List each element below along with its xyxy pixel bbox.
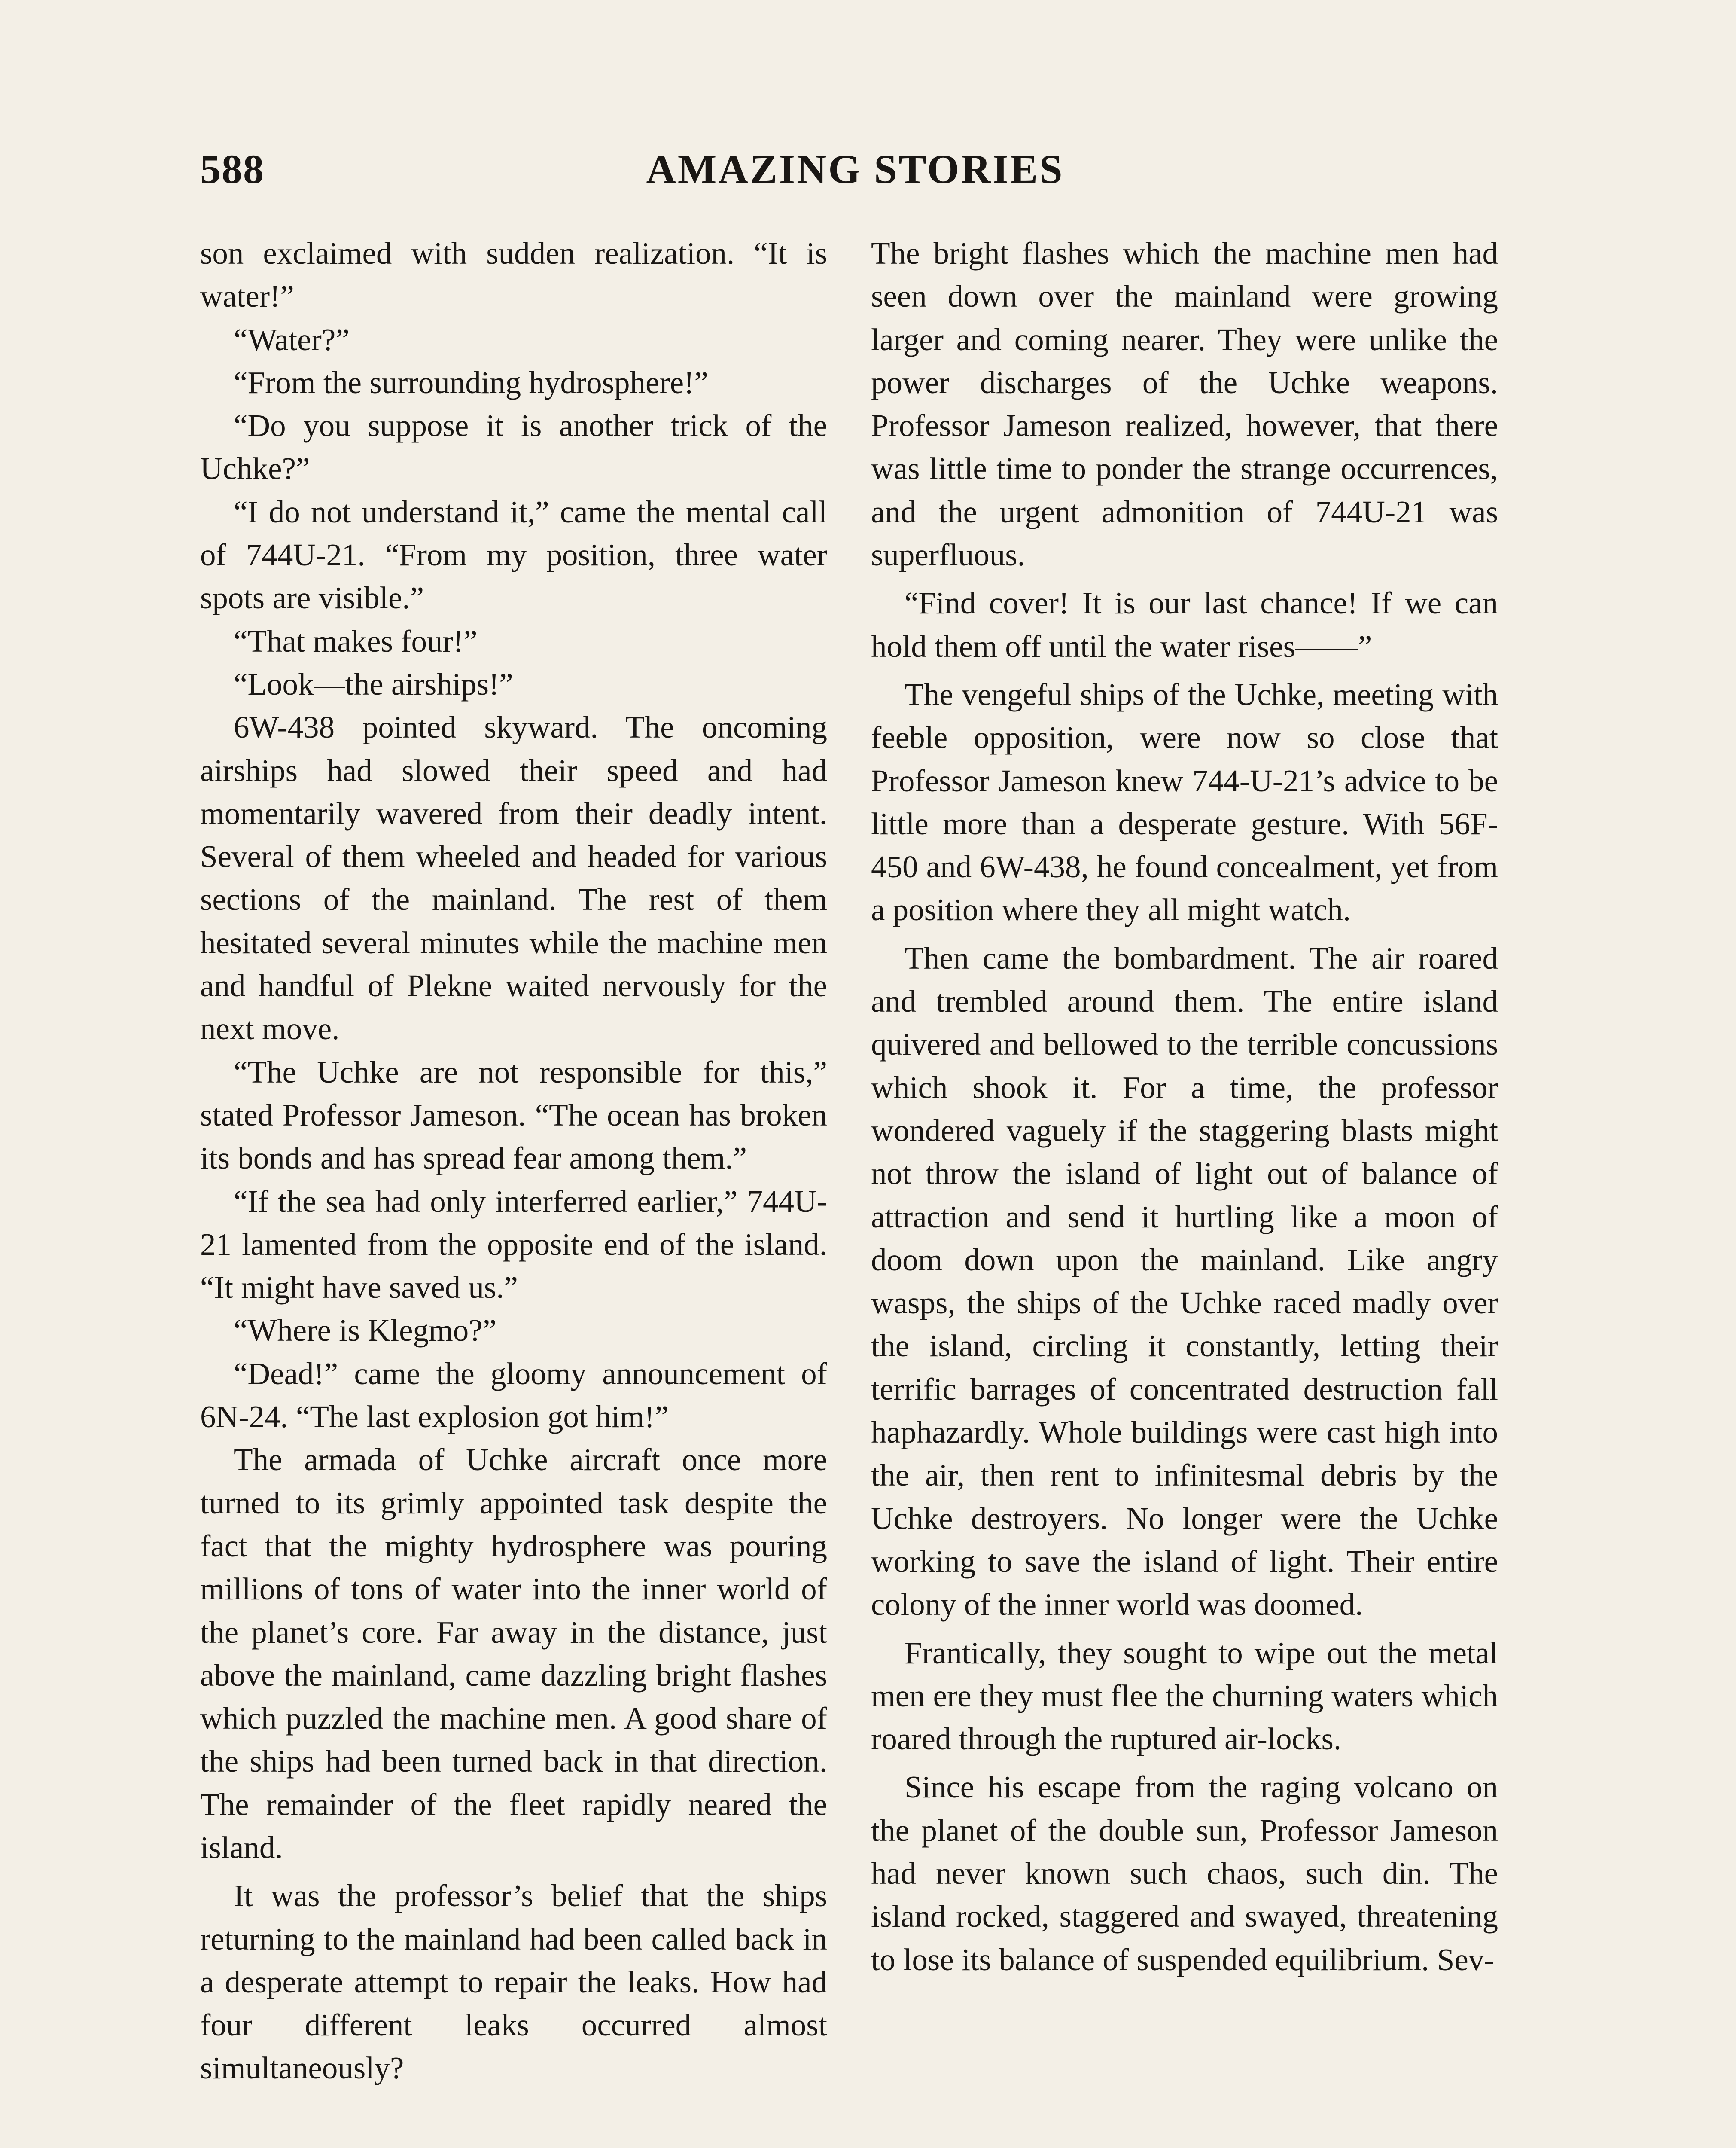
paragraph: 6W-438 pointed skyward. The oncoming airships had slowed their speed and had momentarily wavered from their deadly intent. Several of them wheeled and headed for various sections of the mainland. The rest of them hesitated several minutes while the machine men and handful of Plekne waited nervously for the next move. bbox=[200, 710, 827, 1047]
page-header bbox=[200, 145, 1510, 205]
paragraph: “If the sea had only interferred earlier,” 744U-21 lamented from the opposite end of the island. “It might have saved us.” bbox=[200, 1184, 827, 1305]
paragraph: Then came the bombardment. The air roared and trembled around them. The entire island quivered and bellowed to the terrible concussions which shook it. For a time, the professor wondered vaguely if the staggering blasts might not throw the island of light out of balance of attraction and send it hurtling like a moon of doom down upon the mainland. Like angry wasps, the ships of the Uchke raced madly over the island, circling it constantly, letting their terrific barrages of concentrated destruction fall haphazardly. Whole buildings were cast high into the air, then rent to infinitesmal debris by the Uchke destroyers. No longer were the Uchke working to save the island of light. Their entire colony of the inner world was doomed. bbox=[871, 940, 1498, 1622]
paragraph: “Water?” bbox=[234, 322, 350, 357]
page-number: 588 bbox=[200, 146, 265, 192]
paragraph: The vengeful ships of the Uchke, meeting with feeble opposition, were now so close that Professor Jameson knew 744-U-21’s advice to be little more than a desperate gesture. With 56F-450 and 6W-438, he found concealment, yet from a position where they all might watch. bbox=[871, 677, 1498, 928]
paragraph: “Dead!” came the gloomy announcement of 6N-24. “The last explosion got him!” bbox=[200, 1356, 827, 1434]
paragraph: The armada of Uchke aircraft once more turned to its grimly appointed task despite the fact that the mighty hydrosphere was pouring millions of tons of water into the inner world of the planet’s core. Far away in the distance, just above the mainland, came dazzling bright flashes which puzzled the machine men. A good share of the ships had been turned back in that direction. The remainder of the fleet rapidly neared the island. bbox=[200, 1442, 827, 1865]
paragraph: “Where is Klegmo?” bbox=[234, 1313, 497, 1348]
paragraph: “Do you suppose it is another trick of the Uchke?” bbox=[200, 408, 827, 486]
paragraph: “Find cover! It is our last chance! If we can hold them off until the water rises——” bbox=[871, 586, 1498, 664]
right-column bbox=[871, 232, 1498, 1981]
paragraph: son exclaimed with sudden realization. “It is water!” bbox=[200, 236, 827, 314]
paragraph: The bright flashes which the machine men had seen down over the mainland were growing larger and coming nearer. They were unlike the power discharges of the Uchke weapons. Professor Jameson realized, however, that there was little time to ponder the strange occurrences, and the urgent admonition of 744U-21 was superfluous. bbox=[871, 236, 1498, 573]
left-column bbox=[200, 232, 827, 2090]
paragraph: “That makes four!” bbox=[234, 623, 478, 659]
paragraph: “Look—the airships!” bbox=[234, 666, 513, 702]
paragraph: Since his escape from the raging volcano on the planet of the double sun, Professor Jameson had never known such chaos, such din. The island rocked, staggered and swayed, threatening to lose its balance of suspended equilibrium. Sev- bbox=[871, 1770, 1498, 1977]
paragraph: It was the professor’s belief that the ships returning to the mainland had been called back in a desperate attempt to repair the leaks. How had four different leaks occurred almost simultaneously? bbox=[200, 1878, 827, 2086]
paragraph: Frantically, they sought to wipe out the metal men ere they must flee the churning waters which roared through the ruptured air-locks. bbox=[871, 1635, 1498, 1757]
paragraph: “From the surrounding hydrosphere!” bbox=[234, 365, 708, 400]
paragraph: “I do not understand it,” came the mental call of 744U-21. “From my position, three water spots are visible.” bbox=[200, 494, 827, 616]
paragraph: “The Uchke are not responsible for this,” stated Professor Jameson. “The ocean has broken its bonds and has spread fear among them.” bbox=[200, 1054, 827, 1176]
page-title: AMAZING STORIES bbox=[646, 146, 1064, 192]
